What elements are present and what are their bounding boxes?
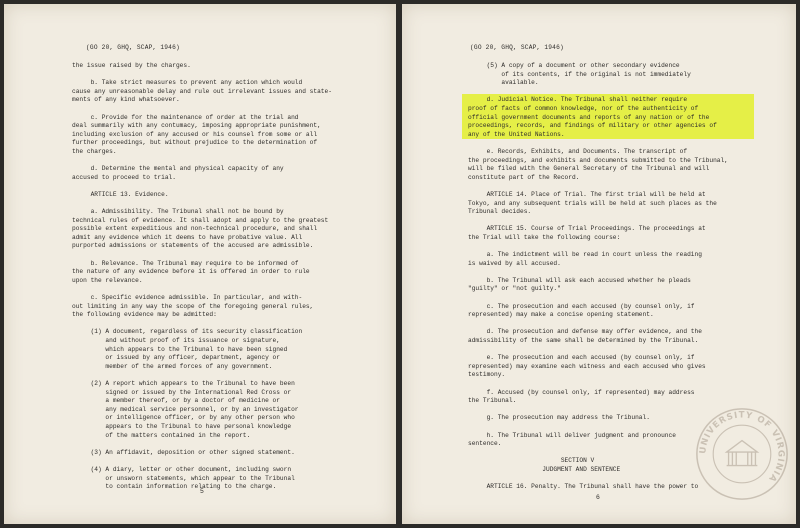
text-line: (3) An affidavit, deposition or other signed statement. bbox=[72, 448, 295, 456]
text-line: the proceedings, and exhibits and documents submitted to the Tribunal, bbox=[468, 156, 728, 164]
text-line bbox=[72, 157, 332, 166]
text-line bbox=[468, 380, 728, 389]
text-line: accused to proceed to trial. bbox=[72, 173, 176, 181]
text-line: represented) may examine each witness and each accused who gives bbox=[468, 362, 706, 370]
text-line: ARTICLE 14. Place of Trial. The first trial will be held at bbox=[468, 190, 706, 198]
text-line: deal summarily with any contumacy, imposing appropriate punishment, bbox=[72, 122, 321, 130]
text-line bbox=[468, 475, 728, 484]
text-line: "guilty" or "not guilty." bbox=[468, 285, 561, 293]
page-number: 6 bbox=[596, 494, 600, 501]
text-line: (2) A report which appears to the Tribunal to have been bbox=[72, 379, 295, 387]
text-line: member of the armed forces of any government. bbox=[72, 362, 273, 370]
text-line: represented) may make a concise opening statement. bbox=[468, 311, 654, 319]
text-line: c. Specific evidence admissible. In particular, and with- bbox=[72, 294, 303, 302]
text-line: d. The prosecution and defense may offer evidence, and the bbox=[468, 328, 702, 336]
text-line: ments of any kind whatsoever. bbox=[72, 96, 180, 104]
text-line: ARTICLE 16. Penalty. The Tribunal shall have the power to bbox=[468, 483, 699, 491]
page-body-text bbox=[72, 62, 332, 492]
text-line: any medical service personnel, or by an investigator bbox=[72, 405, 299, 413]
text-line: ARTICLE 15. Course of Trial Proceedings. The proceedings at bbox=[468, 225, 706, 233]
seal-icon bbox=[694, 406, 790, 502]
text-line: b. Take strict measures to prevent any action which would bbox=[72, 79, 303, 87]
text-line: possible extent expeditious and non-technical procedure, and shall bbox=[72, 225, 318, 233]
text-line: a. Admissibility. The Tribunal shall not be bound by bbox=[72, 208, 284, 216]
text-line: any of the United Nations. bbox=[468, 130, 565, 138]
text-line: (5) A copy of a document or other secondary evidence bbox=[468, 62, 680, 69]
text-line bbox=[468, 346, 728, 355]
page-header: (GO 20, GHQ, SCAP, 1946) bbox=[470, 44, 564, 51]
text-line: admit any evidence which it deems to have probative value. All bbox=[72, 233, 303, 241]
document-page-left bbox=[4, 4, 396, 524]
text-line: and without proof of its issuance or signature, bbox=[72, 337, 280, 344]
text-line: of its contents, if the original is not immediately bbox=[468, 70, 691, 78]
text-line: will be filed with the General Secretary of the Tribunal and will bbox=[468, 165, 710, 173]
text-line: or intelligence officer, or by any other person who bbox=[72, 414, 295, 422]
text-line bbox=[468, 242, 728, 251]
text-line: signed or issued by the International Red Cross or bbox=[72, 388, 292, 396]
text-line: SECTION V bbox=[468, 457, 595, 465]
text-line bbox=[468, 423, 728, 432]
text-line bbox=[468, 294, 728, 303]
text-line: which appears to the Tribunal to have been signed bbox=[72, 345, 288, 353]
page-number: 5 bbox=[200, 488, 204, 495]
text-line: (1) A document, regardless of its security classification bbox=[72, 328, 303, 336]
text-line bbox=[72, 440, 332, 449]
text-line: the nature of any evidence before it is offered in order to rule bbox=[72, 268, 310, 276]
text-line: to contain information relating to the charge. bbox=[72, 483, 277, 491]
text-line: admissibility of the same shall be determined by the Tribunal. bbox=[468, 337, 699, 344]
text-line: b. Relevance. The Tribunal may require to be informed of bbox=[72, 259, 299, 267]
text-line bbox=[468, 406, 728, 415]
text-line bbox=[72, 320, 332, 329]
text-line: f. Accused (by counsel only, if represented) may address bbox=[468, 388, 695, 396]
document-page-right bbox=[402, 4, 796, 524]
text-line: the issue raised by the charges. bbox=[72, 62, 191, 69]
text-line: cause any unreasonable delay and rule out irrelevant issues and state- bbox=[72, 87, 332, 95]
text-line: the following evidence may be admitted: bbox=[72, 311, 217, 319]
text-line: official government documents and reports of any nation or of the bbox=[468, 113, 710, 121]
text-line: ARTICLE 13. Evidence. bbox=[72, 190, 169, 198]
text-line: b. The Tribunal will ask each accused whether he pleads bbox=[468, 276, 691, 284]
text-line: or unsworn statements, which appear to the Tribunal bbox=[72, 474, 295, 482]
text-line bbox=[72, 251, 332, 260]
text-line bbox=[72, 182, 332, 191]
text-line bbox=[468, 217, 728, 226]
text-line: further proceedings, but without prejudice to the determination of bbox=[72, 139, 318, 147]
text-line: of the matters contained in the report. bbox=[72, 431, 251, 439]
text-line bbox=[72, 371, 332, 380]
text-line bbox=[468, 182, 728, 191]
text-line: Tokyo, and any subsequent trials will be held at such places as the bbox=[468, 199, 717, 207]
text-line bbox=[72, 457, 332, 466]
text-line: is waived by all accused. bbox=[468, 259, 561, 267]
text-line bbox=[468, 139, 728, 148]
text-line: available. bbox=[468, 79, 539, 87]
text-line: g. The prosecution may address the Tribunal. bbox=[468, 414, 650, 422]
text-line bbox=[72, 285, 332, 294]
text-line: appears to the Tribunal to have personal knowledge bbox=[72, 422, 292, 430]
text-line: c. Provide for the maintenance of order at the trial and bbox=[72, 113, 299, 121]
svg-text:UNIVERSITY OF VIRGINIA: UNIVERSITY OF VIRGINIA bbox=[698, 410, 786, 484]
text-line: including exclusion of any accused or his counsel from some or all bbox=[72, 130, 318, 138]
text-line: out limiting in any way the scope of the foregoing general rules, bbox=[72, 302, 314, 310]
text-line: a member thereof, or by a doctor of medicine or bbox=[72, 397, 280, 405]
text-line bbox=[468, 268, 728, 277]
text-line: d. Determine the mental and physical capacity of any bbox=[72, 165, 284, 173]
text-line: the charges. bbox=[72, 147, 117, 155]
text-line bbox=[468, 320, 728, 329]
text-line: the Trial will take the following course: bbox=[468, 233, 621, 241]
text-line: technical rules of evidence. It shall adopt and apply to the greatest bbox=[72, 216, 329, 224]
text-line bbox=[468, 449, 728, 458]
page-header: (GO 20, GHQ, SCAP, 1946) bbox=[86, 44, 180, 51]
text-line bbox=[72, 200, 332, 209]
text-line: JUDGMENT AND SENTENCE bbox=[468, 465, 621, 473]
text-line: purported admissions or statements of the accused are admissible. bbox=[72, 242, 314, 250]
university-seal-watermark bbox=[694, 406, 790, 502]
page-body-text bbox=[468, 62, 728, 492]
text-line: the Tribunal. bbox=[468, 397, 517, 405]
text-line: (4) A diary, letter or other document, including sworn bbox=[72, 465, 292, 473]
text-line bbox=[72, 71, 332, 80]
text-line: sentence. bbox=[468, 440, 502, 448]
text-line: proceedings, records, and findings of military or other agencies of bbox=[468, 122, 717, 130]
text-line: h. The Tribunal will deliver judgment and pronounce bbox=[468, 431, 676, 439]
text-line: e. The prosecution and each accused (by counsel only, if bbox=[468, 354, 695, 362]
text-line: upon the relevance. bbox=[72, 276, 143, 284]
text-line bbox=[468, 88, 728, 97]
text-line: constitute part of the Record. bbox=[468, 173, 580, 181]
text-line: proof of facts of common knowledge, nor of the authenticity of bbox=[468, 104, 699, 112]
text-line: testimony. bbox=[468, 371, 506, 379]
text-line: d. Judicial Notice. The Tribunal shall neither require bbox=[468, 96, 688, 104]
text-line: c. The prosecution and each accused (by counsel only, if bbox=[468, 302, 695, 310]
text-line: or issued by any officer, department, agency or bbox=[72, 354, 280, 362]
text-line bbox=[72, 105, 332, 114]
text-line: a. The indictment will be read in court unless the reading bbox=[468, 251, 702, 259]
text-line: e. Records, Exhibits, and Documents. The transcript of bbox=[468, 147, 688, 155]
text-line: Tribunal decides. bbox=[468, 208, 532, 216]
